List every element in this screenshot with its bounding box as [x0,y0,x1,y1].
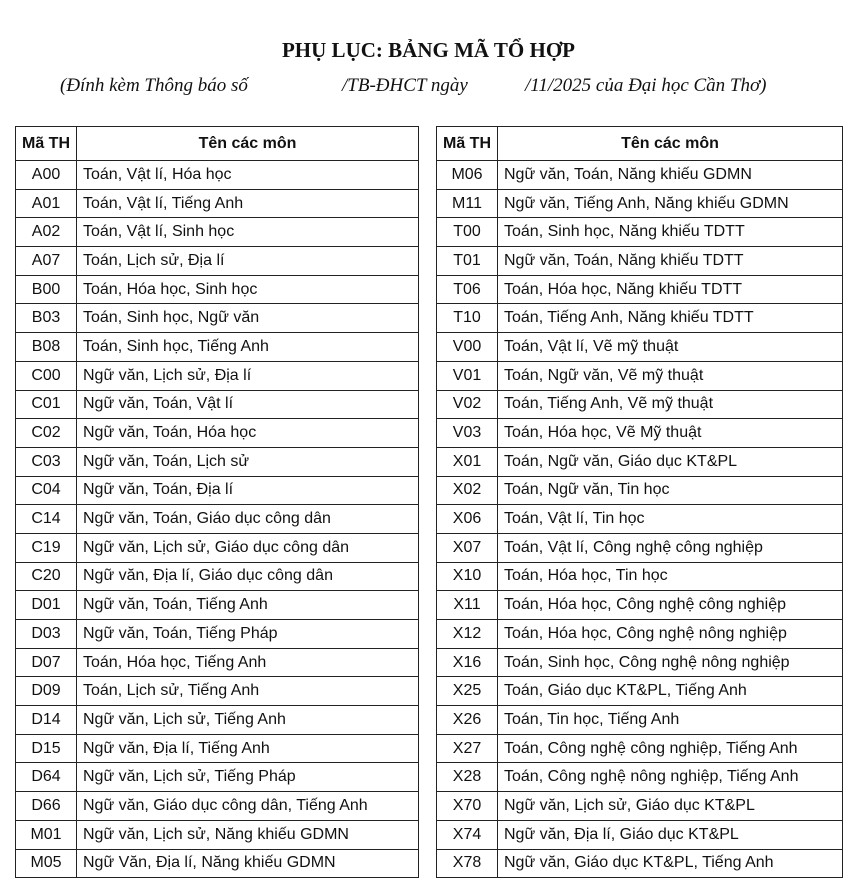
combination-code: X27 [437,734,498,763]
combination-code: D01 [16,591,77,620]
table-row [16,247,419,276]
table-row [16,161,419,190]
combination-subjects: Ngữ văn, Toán, Địa lí [77,476,419,505]
combination-code: X78 [437,849,498,878]
table-row [437,792,843,821]
combination-code: D66 [16,792,77,821]
combination-code: X70 [437,792,498,821]
combination-subjects: Toán, Hóa học, Tin học [498,562,843,591]
page-title: PHỤ LỤC: BẢNG MÃ TỔ HỢP [281,38,576,62]
combination-subjects: Ngữ văn, Toán, Năng khiếu TDTT [498,247,843,276]
table-row [16,189,419,218]
table-row [437,820,843,849]
table-row [437,533,843,562]
table-row [16,734,419,763]
table-row [16,505,419,534]
subtitle-part-3: /11/2025 của Đại học Cần Thơ) [525,75,767,96]
combination-code: A00 [16,161,77,190]
table-row [16,562,419,591]
combination-subjects: Ngữ văn, Địa lí, Tiếng Anh [77,734,419,763]
combination-code: C02 [16,419,77,448]
combination-code: V01 [437,361,498,390]
table-row [16,304,419,333]
table-row [16,706,419,735]
combination-code: X12 [437,620,498,649]
combination-subjects: Toán, Hóa học, Sinh học [77,275,419,304]
table-row [16,533,419,562]
combination-subjects: Toán, Công nghệ công nghiệp, Tiếng Anh [498,734,843,763]
combination-subjects: Ngữ văn, Toán, Vật lí [77,390,419,419]
combination-code: X74 [437,820,498,849]
combination-code: D03 [16,620,77,649]
header-subjects: Tên các môn [498,127,843,161]
combination-code: X28 [437,763,498,792]
combination-table-left [15,126,419,878]
combination-code: A02 [16,218,77,247]
table-row [437,763,843,792]
table-row [437,361,843,390]
combination-subjects: Toán, Ngữ văn, Giáo dục KT&PL [498,447,843,476]
combination-code: X26 [437,706,498,735]
combination-code: X11 [437,591,498,620]
combination-code: X16 [437,648,498,677]
table-row [16,333,419,362]
combination-code: C14 [16,505,77,534]
table-row [437,161,843,190]
header-subjects: Tên các môn [77,127,419,161]
combination-subjects: Toán, Hóa học, Công nghệ công nghiệp [498,591,843,620]
table-row [437,419,843,448]
combination-subjects: Ngữ văn, Lịch sử, Giáo dục KT&PL [498,792,843,821]
combination-subjects: Ngữ văn, Lịch sử, Địa lí [77,361,419,390]
table-row [437,505,843,534]
table-row [437,218,843,247]
combination-code: D07 [16,648,77,677]
combination-code: D14 [16,706,77,735]
combination-code: D64 [16,763,77,792]
table-row [16,677,419,706]
combination-code: C04 [16,476,77,505]
table-row [16,620,419,649]
combination-code: X01 [437,447,498,476]
combination-subjects: Toán, Ngữ văn, Vẽ mỹ thuật [498,361,843,390]
table-row [437,476,843,505]
combination-code: X07 [437,533,498,562]
table-row [437,247,843,276]
combination-code: C01 [16,390,77,419]
combination-subjects: Ngữ văn, Tiếng Anh, Năng khiếu GDMN [498,189,843,218]
table-row [437,849,843,878]
combination-code: B03 [16,304,77,333]
combination-subjects: Ngữ văn, Giáo dục KT&PL, Tiếng Anh [498,849,843,878]
table-row [437,648,843,677]
combination-code: C03 [16,447,77,476]
table-row [16,763,419,792]
combination-code: A01 [16,189,77,218]
combination-subjects: Toán, Hóa học, Năng khiếu TDTT [498,275,843,304]
combination-subjects: Toán, Sinh học, Ngữ văn [77,304,419,333]
combination-subjects: Ngữ văn, Địa lí, Giáo dục công dân [77,562,419,591]
combination-code: C20 [16,562,77,591]
combination-subjects: Toán, Công nghệ nông nghiệp, Tiếng Anh [498,763,843,792]
combination-subjects: Toán, Hóa học, Vẽ Mỹ thuật [498,419,843,448]
combination-subjects: Toán, Vật lí, Tiếng Anh [77,189,419,218]
combination-subjects: Toán, Vật lí, Hóa học [77,161,419,190]
combination-subjects: Toán, Vật lí, Công nghệ công nghiệp [498,533,843,562]
subtitle-part-1: (Đính kèm Thông báo số [60,75,248,96]
header-code: Mã TH [437,127,498,161]
combination-code: V00 [437,333,498,362]
table-row [16,275,419,304]
table-row [16,390,419,419]
combination-subjects: Ngữ văn, Toán, Năng khiếu GDMN [498,161,843,190]
combination-code: M06 [437,161,498,190]
header-code: Mã TH [16,127,77,161]
combination-code: T00 [437,218,498,247]
table-row [437,333,843,362]
table-row [16,792,419,821]
combination-subjects: Ngữ văn, Toán, Tiếng Anh [77,591,419,620]
combination-code: M11 [437,189,498,218]
combination-code: M01 [16,820,77,849]
combination-subjects: Ngữ Văn, Địa lí, Năng khiếu GDMN [77,849,419,878]
table-row [437,189,843,218]
combination-subjects: Toán, Tin học, Tiếng Anh [498,706,843,735]
table-row [437,390,843,419]
combination-code: T06 [437,275,498,304]
combination-subjects: Toán, Vật lí, Tin học [498,505,843,534]
table-row [16,361,419,390]
combination-code: X02 [437,476,498,505]
combination-subjects: Ngữ văn, Lịch sử, Tiếng Pháp [77,763,419,792]
combination-subjects: Toán, Vật lí, Vẽ mỹ thuật [498,333,843,362]
combination-code: D09 [16,677,77,706]
combination-subjects: Toán, Hóa học, Công nghệ nông nghiệp [498,620,843,649]
table-row [16,419,419,448]
combination-code: T01 [437,247,498,276]
combination-subjects: Toán, Ngữ văn, Tin học [498,476,843,505]
table-header-row [16,127,419,161]
combination-subjects: Toán, Tiếng Anh, Năng khiếu TDTT [498,304,843,333]
combination-subjects: Ngữ văn, Toán, Giáo dục công dân [77,505,419,534]
combination-subjects: Ngữ văn, Toán, Tiếng Pháp [77,620,419,649]
combination-subjects: Toán, Sinh học, Công nghệ nông nghiệp [498,648,843,677]
subtitle-part-2: /TB-ĐHCT ngày [342,75,468,96]
table-row [437,620,843,649]
table-row [437,304,843,333]
table-row [16,591,419,620]
combination-code: D15 [16,734,77,763]
combination-code: C19 [16,533,77,562]
combination-code: X25 [437,677,498,706]
combination-code: B00 [16,275,77,304]
combination-code: B08 [16,333,77,362]
combination-subjects: Toán, Sinh học, Tiếng Anh [77,333,419,362]
table-row [16,218,419,247]
combination-code: X06 [437,505,498,534]
table-row [16,849,419,878]
combination-code: T10 [437,304,498,333]
combination-code: V02 [437,390,498,419]
table-row [437,677,843,706]
combination-subjects: Toán, Lịch sử, Địa lí [77,247,419,276]
combination-subjects: Toán, Giáo dục KT&PL, Tiếng Anh [498,677,843,706]
combination-code: V03 [437,419,498,448]
combination-code: A07 [16,247,77,276]
table-row [437,591,843,620]
combination-subjects: Ngữ văn, Lịch sử, Tiếng Anh [77,706,419,735]
table-row [437,275,843,304]
table-row [16,476,419,505]
table-header-row [437,127,843,161]
table-row [437,734,843,763]
table-row [16,447,419,476]
combination-subjects: Ngữ văn, Địa lí, Giáo dục KT&PL [498,820,843,849]
combination-subjects: Toán, Sinh học, Năng khiếu TDTT [498,218,843,247]
combination-subjects: Ngữ văn, Lịch sử, Năng khiếu GDMN [77,820,419,849]
combination-subjects: Toán, Lịch sử, Tiếng Anh [77,677,419,706]
table-row [16,820,419,849]
combination-code: C00 [16,361,77,390]
table-row [437,562,843,591]
combination-subjects: Ngữ văn, Lịch sử, Giáo dục công dân [77,533,419,562]
table-row [437,447,843,476]
combination-subjects: Toán, Hóa học, Tiếng Anh [77,648,419,677]
combination-table-right [436,126,843,878]
combination-subjects: Toán, Tiếng Anh, Vẽ mỹ thuật [498,390,843,419]
table-row [437,706,843,735]
combination-subjects: Ngữ văn, Toán, Hóa học [77,419,419,448]
combination-code: M05 [16,849,77,878]
table-row [16,648,419,677]
combination-subjects: Ngữ văn, Toán, Lịch sử [77,447,419,476]
combination-subjects: Toán, Vật lí, Sinh học [77,218,419,247]
combination-code: X10 [437,562,498,591]
combination-subjects: Ngữ văn, Giáo dục công dân, Tiếng Anh [77,792,419,821]
